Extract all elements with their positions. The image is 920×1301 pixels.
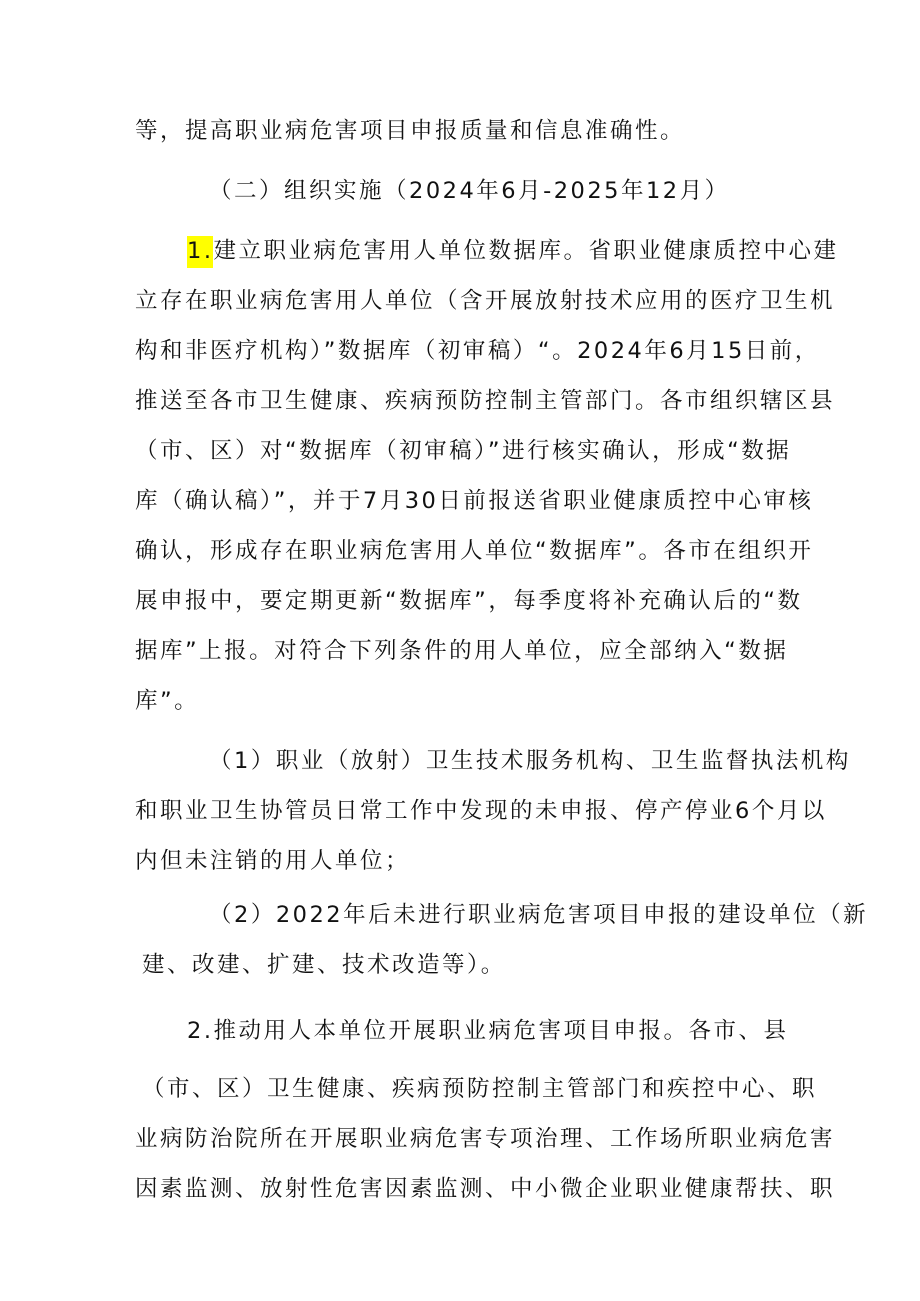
- text-line: 内但未注销的用人单位；: [135, 848, 411, 874]
- text-line: 建立职业病危害用人单位数据库。省职业健康质控中心建: [213, 238, 839, 264]
- paragraph-first-line: 2.推动用人本单位开展职业病危害项目申报。各市、县: [187, 1018, 789, 1044]
- text-line: 库（确认稿）”，并于7月30日前报送省职业健康质控中心审核: [135, 488, 814, 514]
- list-item-first-line: （1）职业（放射）卫生技术服务机构、卫生监督执法机构: [209, 748, 851, 774]
- text-line: 业病防治院所在开展职业病危害专项治理、工作场所职业病危害: [135, 1126, 836, 1152]
- section-heading: （二）组织实施（2024年6月-2025年12月）: [209, 178, 730, 204]
- text-line: 推送至各市卫生健康、疾病预防控制主管部门。各市组织辖区县: [135, 388, 836, 414]
- text-line: 建、改建、扩建、技术改造等）。: [142, 952, 506, 978]
- paragraph-first-line: [187, 236, 838, 268]
- text-line: 库”。: [135, 688, 200, 714]
- text-line: （市、区）卫生健康、疾病预防控制主管部门和疾控中心、职: [142, 1076, 818, 1102]
- list-item-first-line: （2）2022年后未进行职业病危害项目申报的建设单位（新: [209, 902, 869, 928]
- text-line: 立存在职业病危害用人单位（含开展放射技术应用的医疗卫生机: [135, 288, 836, 314]
- text-line: 确认，形成存在职业病危害用人单位“数据库”。各市在组织开: [135, 538, 814, 564]
- text-line: （市、区）对“数据库（初审稿）”进行核实确认，形成“数据: [135, 438, 792, 464]
- text-line: 因素监测、放射性危害因素监测、中小微企业职业健康帮扶、职: [135, 1176, 836, 1202]
- text-line: 构和非医疗机构）”数据库（初审稿）“。2024年6月15日前，: [135, 338, 820, 364]
- text-line: 等，提高职业病危害项目申报质量和信息准确性。: [135, 118, 686, 144]
- highlighted-item-number: 1.: [187, 236, 213, 268]
- text-line: 展申报中，要定期更新“数据库”，每季度将补充确认后的“数: [135, 588, 803, 614]
- text-line: 和职业卫生协管员日常工作中发现的未申报、停产停业6个月以: [135, 798, 827, 824]
- text-line: 据库”上报。对符合下列条件的用人单位，应全部纳入“数据: [135, 638, 789, 664]
